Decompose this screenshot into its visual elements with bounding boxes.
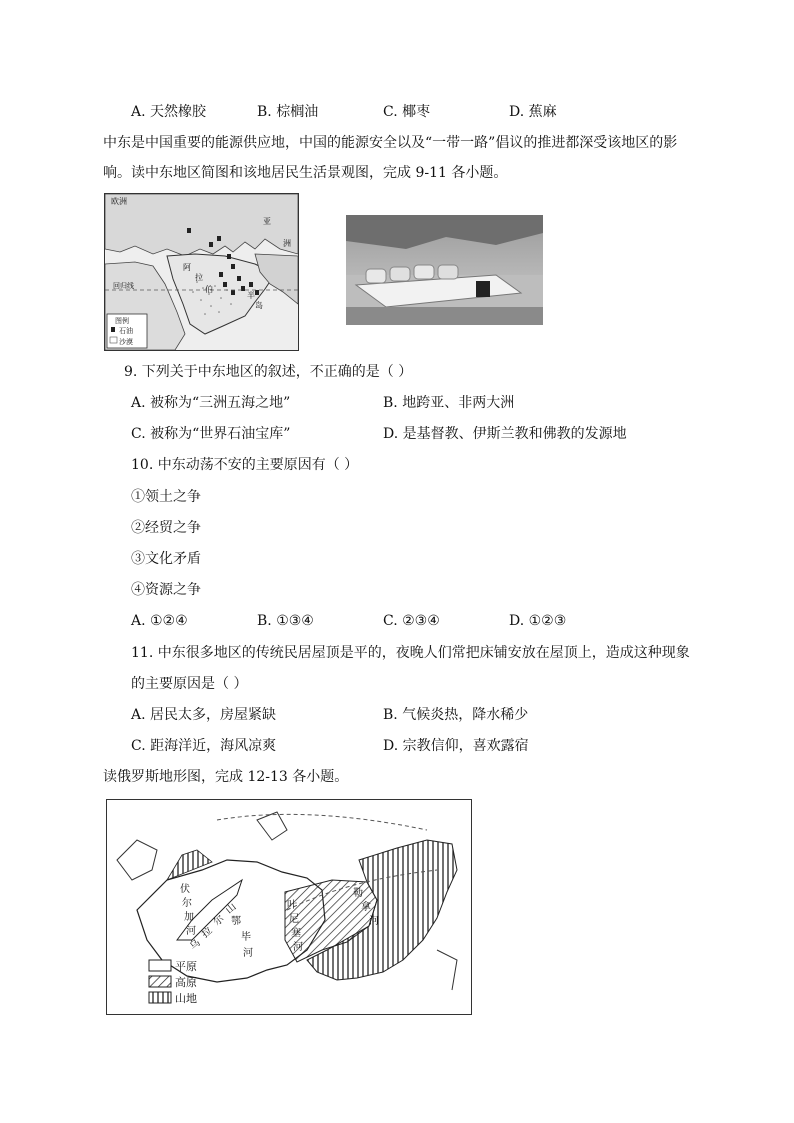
russia-label-na: 拿 xyxy=(361,902,371,913)
q9-option-b: B. 地跨亚、非两大洲 xyxy=(383,395,515,411)
q10-item-4: ④资源之争 xyxy=(131,582,201,598)
q9-option-d: D. 是基督教、伊斯兰教和佛教的发源地 xyxy=(383,426,627,442)
q11-stem-line1: 11. 中东很多地区的传统民居屋顶是平的，夜晚人们常把床铺安放在屋顶上，造成这种现象 xyxy=(131,645,690,661)
russia-label-he2: 河 xyxy=(243,948,253,959)
q11-option-d: D. 宗教信仰，喜欢露宿 xyxy=(383,738,529,754)
russia-label-er2: 尔 xyxy=(211,913,227,929)
map-label-europe: 欧洲 xyxy=(111,197,127,206)
russia-label-he3: 河 xyxy=(293,942,303,953)
q10-item-1: ①领土之争 xyxy=(131,489,201,505)
russia-label-sai: 塞 xyxy=(291,928,301,939)
legend-plain-swatch xyxy=(149,960,171,971)
q11-option-c: C. 距海洋近，海风凉爽 xyxy=(131,738,277,754)
russia-label-la: 拉 xyxy=(199,925,215,941)
q8-option-d: D. 蕉麻 xyxy=(509,104,557,120)
legend-oil-icon xyxy=(111,327,115,332)
map-label-tropic: 回归线 xyxy=(113,282,134,290)
map-label-bo: 伯 xyxy=(205,285,213,294)
q8-option-b: B. 棕榈油 xyxy=(257,104,319,120)
map-label-la: 拉 xyxy=(195,273,203,282)
russia-label-ni: 尼 xyxy=(289,914,299,925)
map-label-ban: 半 xyxy=(247,291,255,300)
q8-option-a: A. 天然橡胶 xyxy=(131,104,207,120)
russia-label-wu: 乌 xyxy=(187,937,203,953)
russia-label-e: 鄂 xyxy=(231,916,241,927)
russia-label-shan: 山 xyxy=(223,901,239,917)
q11-option-b: B. 气候炎热，降水稀少 xyxy=(383,707,529,723)
q10-item-2: ②经贸之争 xyxy=(131,520,201,536)
legend-oil: 石油 xyxy=(119,327,133,335)
map-label-zhou: 洲 xyxy=(283,239,291,248)
q9-stem: 9. 下列关于中东地区的叙述，不正确的是（ ） xyxy=(124,364,413,380)
q10-option-d: D. ①②③ xyxy=(509,613,567,629)
q11-stem-line2: 的主要原因是（ ） xyxy=(131,676,248,692)
russia-label-ye: 叶 xyxy=(287,900,297,911)
q9-option-c: C. 被称为“世界石油宝库” xyxy=(131,426,291,442)
q10-option-b: B. ①③④ xyxy=(257,613,314,629)
map-label-a: 阿 xyxy=(183,263,191,272)
map-label-ya: 亚 xyxy=(263,217,271,226)
legend-desert: 沙漠 xyxy=(119,338,133,346)
legend-plateau: 高原 xyxy=(175,976,197,989)
q8-option-c: C. 椰枣 xyxy=(383,104,431,120)
russia-label-fu: 伏 xyxy=(180,884,190,895)
russia-label-he1: 河 xyxy=(186,926,196,937)
russia-label-er: 尔 xyxy=(182,898,192,909)
legend-plateau-swatch xyxy=(149,976,171,987)
middle-east-map xyxy=(104,193,299,351)
legend-plain: 平原 xyxy=(175,960,197,973)
intro-middle-east-line2: 响。读中东地区简图和该地居民生活景观图，完成 9-11 各小题。 xyxy=(103,165,508,181)
russia-terrain-map xyxy=(106,799,472,1015)
q10-option-a: A. ①②④ xyxy=(131,613,188,629)
russia-label-jia: 加 xyxy=(184,912,194,923)
legend-title: 图例 xyxy=(115,317,129,325)
q10-option-c: C. ②③④ xyxy=(383,613,440,629)
rooftop-bed-photo xyxy=(346,215,543,325)
intro-russia: 读俄罗斯地形图，完成 12-13 各小题。 xyxy=(103,769,349,785)
intro-middle-east-line1: 中东是中国重要的能源供应地，中国的能源安全以及“一带一路”倡议的推进都深受该地区的影 xyxy=(103,135,678,151)
q11-option-a: A. 居民太多，房屋紧缺 xyxy=(131,707,277,723)
map-label-dao: 岛 xyxy=(255,301,263,310)
russia-label-le: 勒 xyxy=(353,888,363,899)
russia-label-bi: 毕 xyxy=(241,932,251,943)
legend-mountain: 山地 xyxy=(175,992,197,1005)
legend-mountain-swatch xyxy=(149,992,171,1003)
q9-option-a: A. 被称为“三洲五海之地” xyxy=(131,395,291,411)
q10-item-3: ③文化矛盾 xyxy=(131,551,201,567)
russia-label-he4: 河 xyxy=(369,916,379,927)
q10-stem: 10. 中东动荡不安的主要原因有（ ） xyxy=(131,457,359,473)
